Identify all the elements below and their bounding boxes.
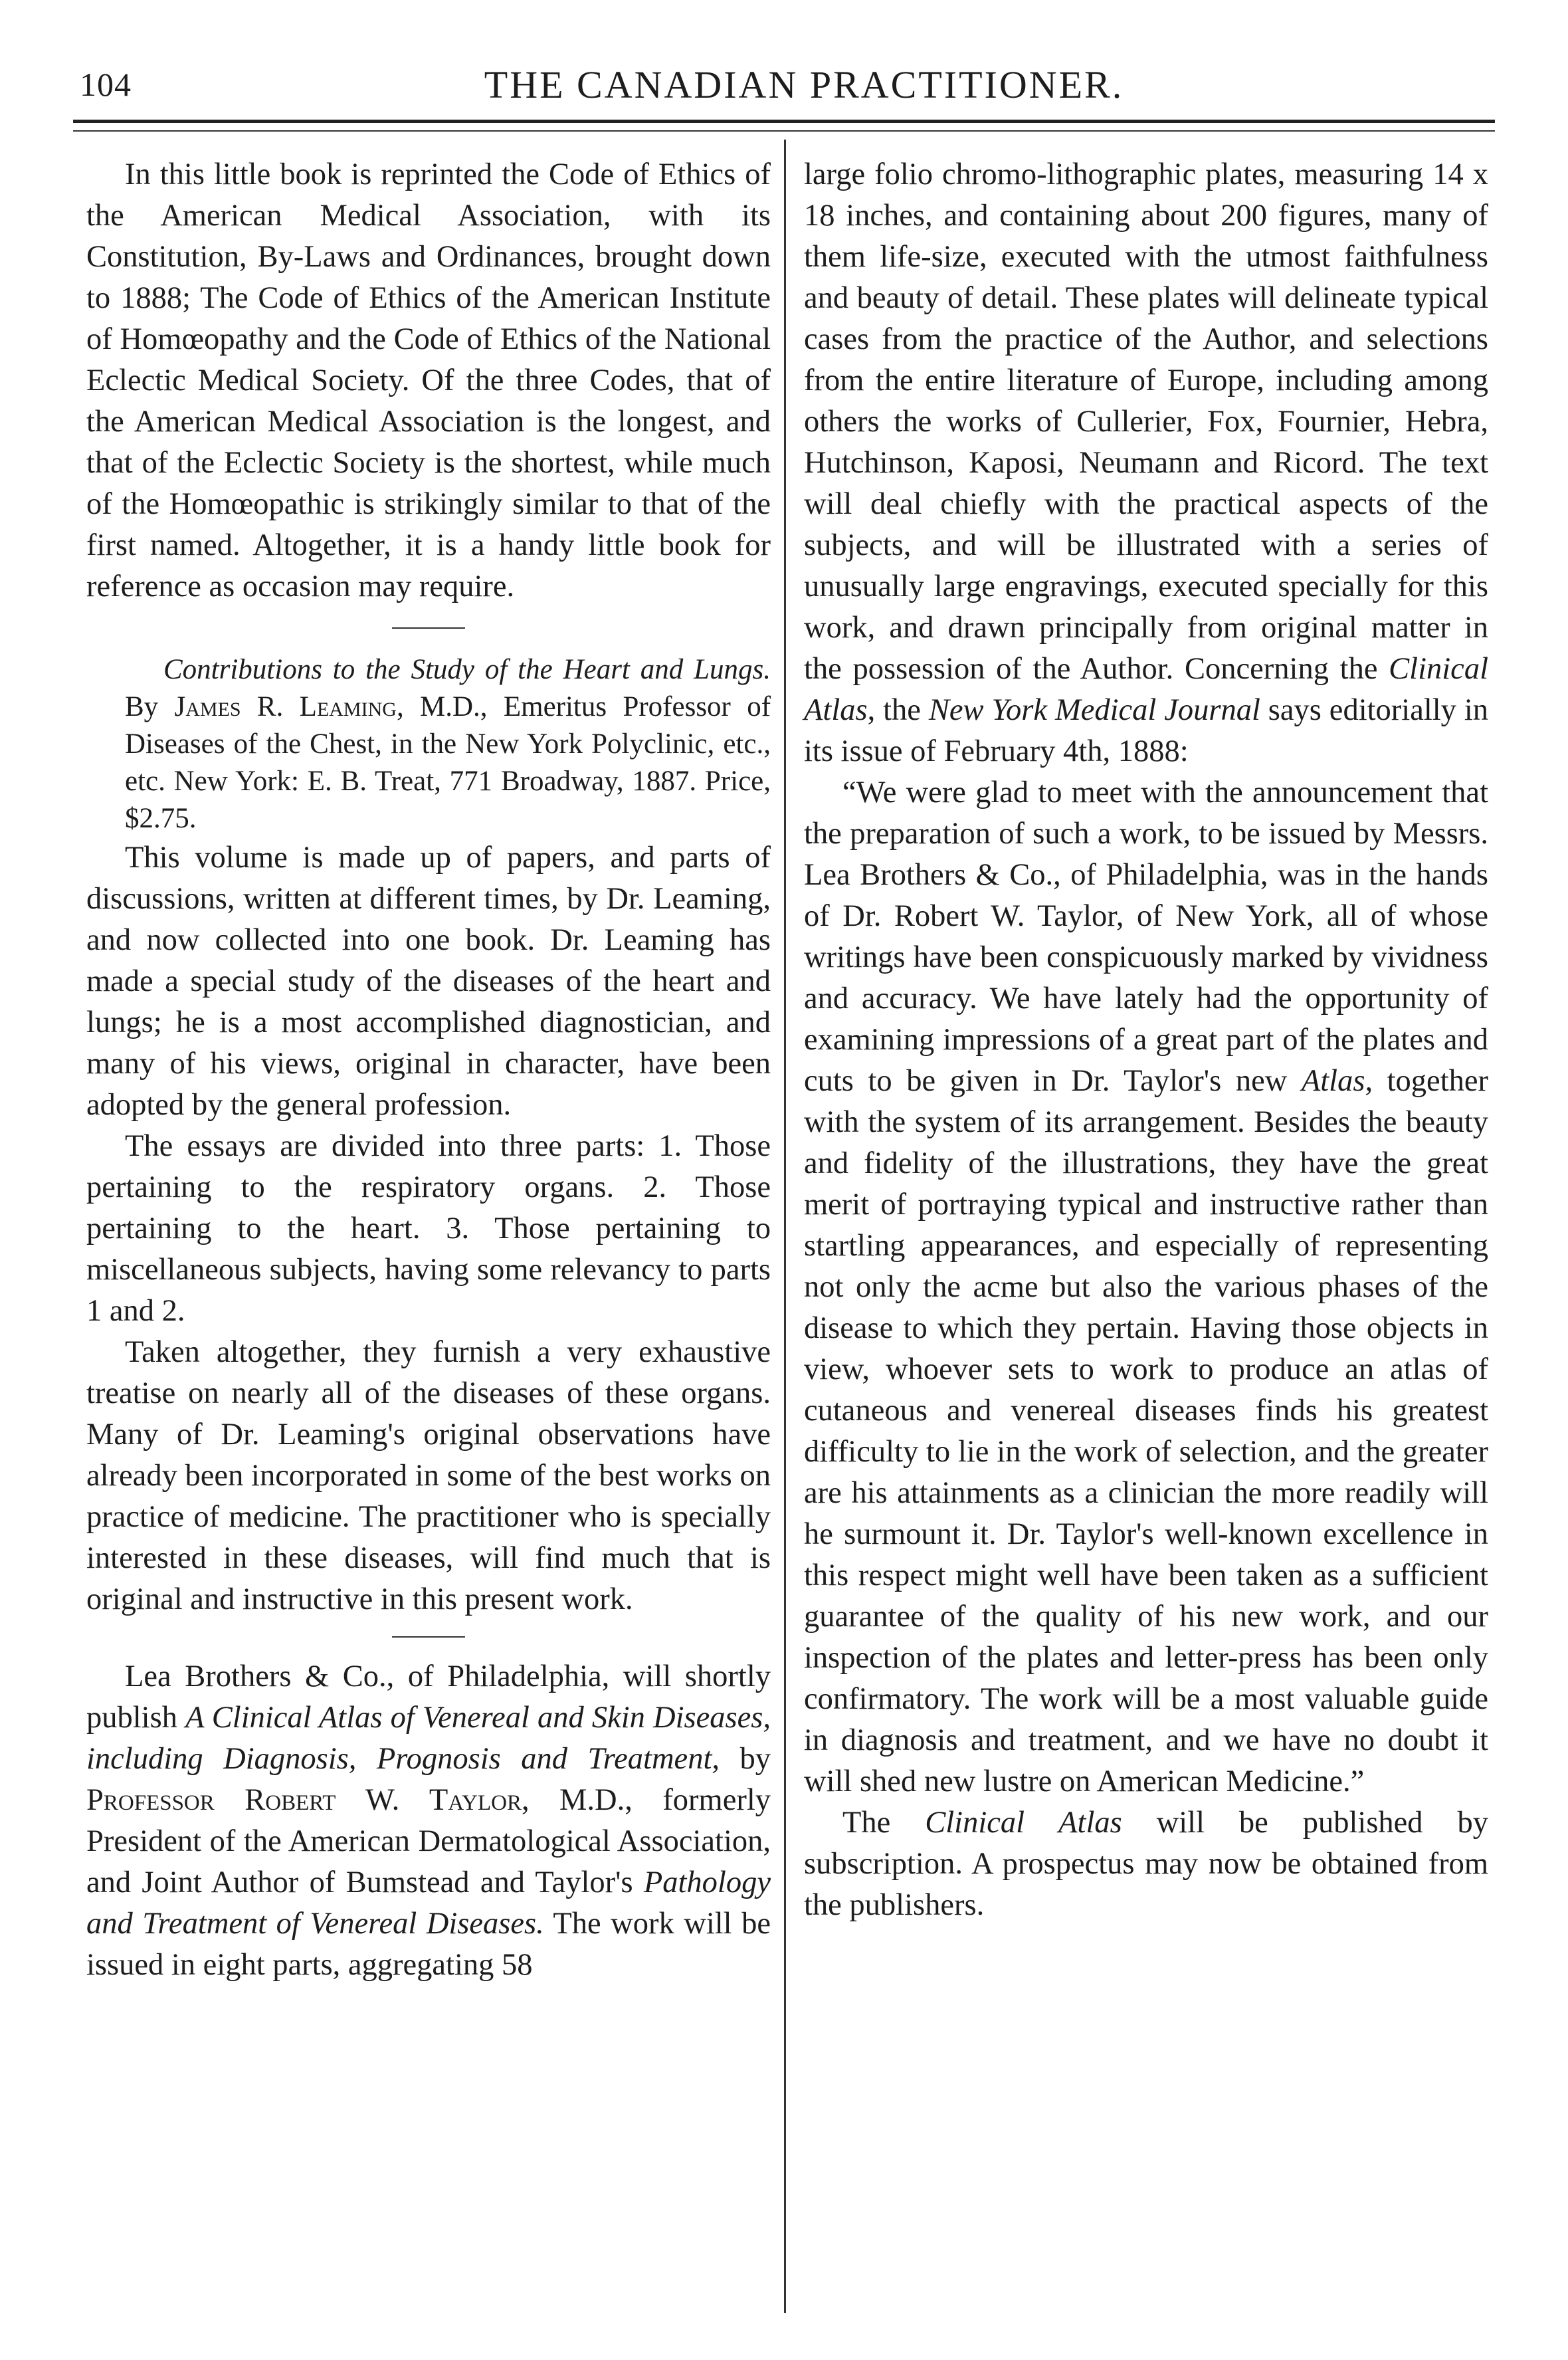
column-divider	[784, 140, 786, 2313]
code-of-ethics-review: In this little book is reprinted the Code of Ethics of the American Medical Association, with its Constitution, By-Laws and Ordinances, brought down to 1888; The Code of Ethics of the American Institute of Homœopathy and the Code of Ethics of the National Eclectic Medical Society. Of the three Codes, that of the American Medical Association is the longest, and that of the Eclectic Society is the shortest, while much of the Homœopathic is strikingly similar to that of the first named. Altogether, it is a handy little book for reference as occasion may require.	[86, 158, 771, 603]
journal-name: New York Medical Journal	[928, 693, 1260, 727]
book-citation: Contributions to the Study of the Heart and Lungs. By James R. Leaming, M.D., Emeritus Professor of Diseases of the Chest, in the New York Polyclinic, etc., etc. New York: E. B. Treat, 771 Broadway, 1887. Price, $2.75.	[125, 654, 771, 834]
atlas-description: large folio chromo-lithographic plates, measuring 14 x 18 inches, and containing about 200 figures, many of them life-size, executed with the utmost faithfulness and beauty of detail. These plates will delineate typical cases from the practice of the Author, and selections from the entire literature of Europe, including among others the works of Cullerier, Fox, Fournier, Hebra, Hutchinson, Kaposi, Neumann and Ricord. The text will deal chiefly with the practical aspects of the subjects, and will be illustrated with a series of unusually large engravings, executed specially for this work, and drawn principally from original matter in the possession of the Author. Concerning the Clinical Atlas, the New York Medical Journal says editorially in its issue of February 4th, 1888:	[804, 158, 1489, 768]
citation-author: James R. Leaming	[174, 691, 397, 722]
header-rule-thick	[73, 120, 1495, 123]
pathology-book-title: Pathology and Treatment of Venereal Diseases.	[86, 1866, 771, 1941]
lea-brothers-announcement: Lea Brothers & Co., of Philadelphia, will shortly publish A Clinical Atlas of Venereal and Skin Diseases, including Diagnosis, Prognosis and Treatment, by Professor Robert W. Taylor, M.D., formerly President of the American Dermatological Association, and Joint Author of Bumstead and Taylor's Pathology and Treatment of Venereal Diseases. The work will be issued in eight parts, aggregating 58	[86, 1660, 771, 1982]
atlas-author: Professor Robert W. Taylor	[86, 1783, 522, 1817]
atlas-name: Clinical Atlas	[804, 652, 1488, 727]
leaming-review-paragraph-3: Taken altogether, they furnish a very exhaustive treatise on nearly all of the diseases of these organs. Many of Dr. Leaming's original observations have already been incorporated in some of the best works on practice of medicine. The practitioner who is specially interested in these diseases, will find much that is original and instructive in this present work.	[86, 1335, 771, 1616]
citation-details: , M.D., Emeritus Professor of Diseases of the Chest, in the New York Polyclinic, etc., etc. New York: E. B. Treat, 771 Broadway, 1887. Price, $2.75.	[125, 691, 771, 834]
atlas-title: A Clinical Atlas of Venereal and Skin Diseases, including Diagnosis, Prognosis and Treatment,	[86, 1701, 771, 1776]
subscription-note: The Clinical Atlas will be published by subscription. A prospectus may now be obtained from the publishers.	[804, 1806, 1488, 1922]
section-separator	[392, 1636, 465, 1638]
section-separator	[392, 627, 465, 629]
running-title: THE CANADIAN PRACTITIONER.	[484, 63, 1124, 106]
page-number: 104	[80, 66, 132, 103]
atlas-name: Clinical Atlas	[925, 1806, 1122, 1840]
left-column	[86, 154, 771, 1986]
journal-quotation: “We were glad to meet with the announcement that the preparation of such a work, to be issued by Messrs. Lea Brothers & Co., of Philadelphia, was in the hands of Dr. Robert W. Taylor, of New York, all of whose writings have been conspicuously marked by vividness and accuracy. We have lately had the opportunity of examining impressions of a great part of the plates and cuts to be given in Dr. Taylor's new Atlas, together with the system of its arrangement. Besides the beauty and fidelity of the illustrations, they have the great merit of portraying typical and instructive rather than startling appearances, and especially of representing not only the acme but also the various phases of the disease to which they pertain. Having those objects in view, whoever sets to work to produce an atlas of cutaneous and venereal diseases finds his greatest difficulty to lie in the work of selection, and the greater are his attainments as a clinician the more readily will he surmount it. Dr. Taylor's well-known excellence in this respect might well have been taken as a sufficient guarantee of the quality of his new work, and our inspection of the plates and letter-press has been only confirmatory. The work will be a most valuable guide in diagnosis and treatment, and we have no doubt it will shed new lustre on American Medicine.”	[804, 776, 1488, 1798]
atlas-name: Atlas,	[1301, 1064, 1373, 1098]
right-column	[804, 154, 1488, 1926]
citation-title: Contributions to the Study of the Heart and Lungs.	[163, 654, 771, 685]
page-header	[73, 47, 1495, 120]
leaming-review-paragraph-1: This volume is made up of papers, and parts of discussions, written at different times, by Dr. Leaming, and now collected into one book. Dr. Leaming has made a special study of the diseases of the heart and lungs; he is a most accomplished diagnostician, and many of his views, original in character, have been adopted by the general profession.	[86, 841, 771, 1122]
leaming-review-paragraph-2: The essays are divided into three parts: 1. Those pertaining to the respiratory organs. 2. Those pertaining to the heart. 3. Those pertaining to miscellaneous subjects, having some relevancy to parts 1 and 2.	[86, 1129, 771, 1328]
header-rule-thin	[73, 130, 1495, 132]
